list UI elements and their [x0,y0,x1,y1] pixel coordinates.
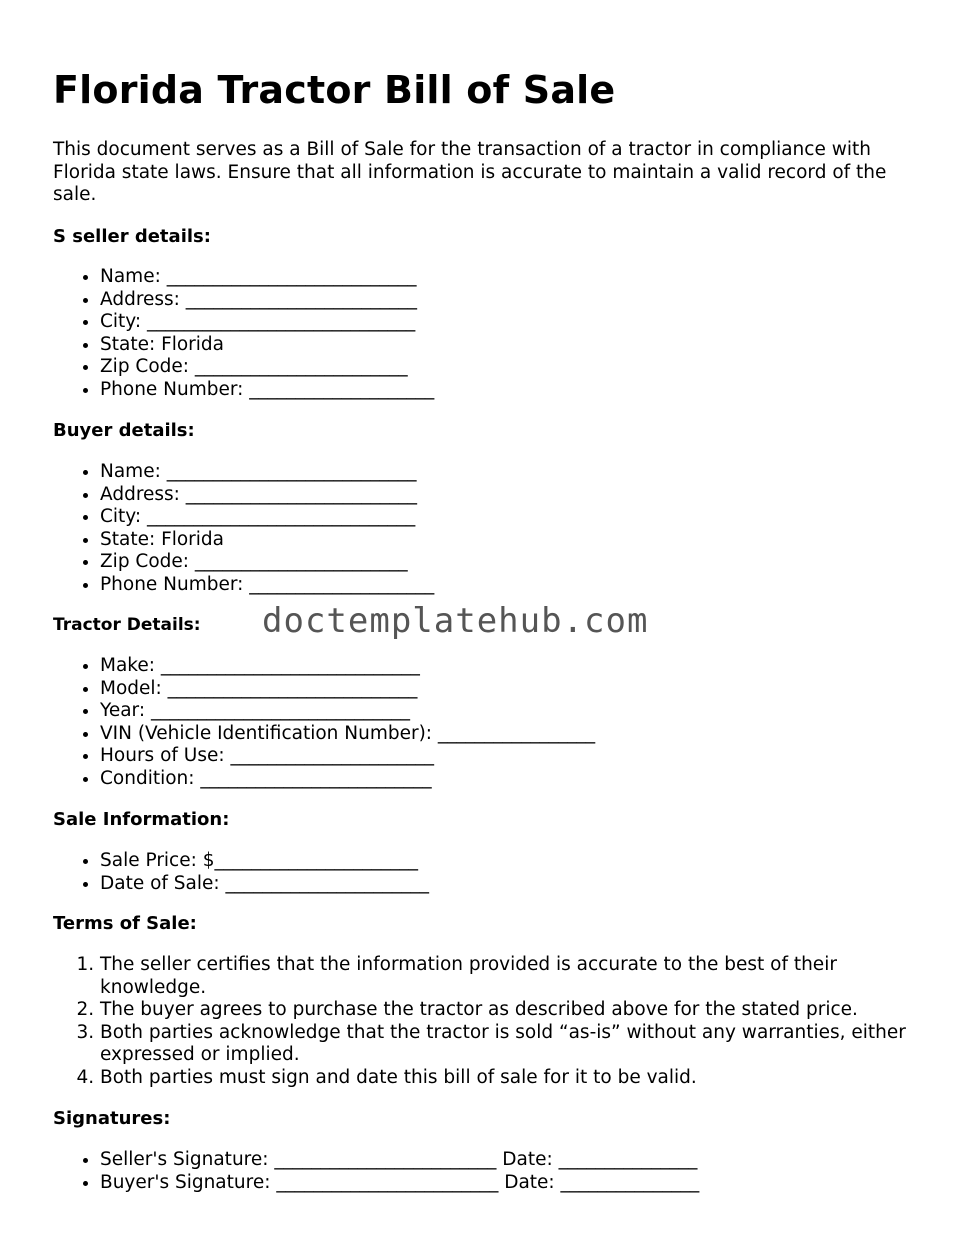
term-item: 2. The buyer agrees to purchase the tractor as described above for the stated price. [100,999,913,1022]
tractor-hours-field: • Hours of Use: ______________________ [100,745,913,768]
buyer-zip-field: • Zip Code: _______________________ [100,551,913,574]
tractor-condition-field: • Condition: _________________________ [100,768,913,791]
buyer-list [53,461,913,596]
intro-paragraph: This document serves as a Bill of Sale for the transaction of a tractor in compliance with Florida state laws. Ensure that all information is accurate to maintain a valid record of the sale. [53,139,887,205]
seller-state-field: • State: Florida [100,334,913,357]
signatures-list [53,1149,913,1194]
terms-heading: Terms of Sale: [53,913,197,934]
document-title: Florida Tractor Bill of Sale [53,68,616,112]
tractor-model-field: • Model: ___________________________ [100,678,913,701]
seller-city-field: • City: _____________________________ [100,311,913,334]
buyer-phone-field: • Phone Number: ____________________ [100,574,913,597]
buyer-address-field: • Address: _________________________ [100,484,913,507]
term-item: 3. Both parties acknowledge that the tractor is sold “as-is” without any warranties, either expressed or implied. [100,1022,913,1067]
buyer-heading: Buyer details: [53,420,195,441]
seller-signature-field: • Seller's Signature: ________________________ Date: _______________ [100,1149,913,1172]
seller-phone-field: • Phone Number: ____________________ [100,379,913,402]
buyer-city-field: • City: _____________________________ [100,506,913,529]
buyer-signature-field: • Buyer's Signature: ________________________ Date: _______________ [100,1172,913,1195]
sale-date-field: • Date of Sale: ______________________ [100,873,913,896]
tractor-make-field: • Make: ____________________________ [100,655,913,678]
sale-list [53,850,913,895]
seller-list [53,266,913,401]
terms-list [53,954,913,1089]
seller-address-field: • Address: _________________________ [100,289,913,312]
tractor-year-field: • Year: ____________________________ [100,700,913,723]
tractor-vin-field: • VIN (Vehicle Identification Number): _________________ [100,723,913,746]
buyer-state-field: • State: Florida [100,529,913,552]
seller-heading: S seller details: [53,226,211,247]
tractor-heading: Tractor Details: [53,615,201,635]
term-item: 1. The seller certifies that the information provided is accurate to the best of their knowledge. [100,954,913,999]
sale-heading: Sale Information: [53,809,230,830]
buyer-name-field: • Name: ___________________________ [100,461,913,484]
tractor-list [53,655,913,790]
sale-price-field: • Sale Price: $______________________ [100,850,913,873]
signatures-heading: Signatures: [53,1108,171,1129]
seller-name-field: • Name: ___________________________ [100,266,913,289]
seller-zip-field: • Zip Code: _______________________ [100,356,913,379]
watermark: doctemplatehub.com [262,601,649,641]
term-item: 4. Both parties must sign and date this bill of sale for it to be valid. [100,1067,913,1090]
